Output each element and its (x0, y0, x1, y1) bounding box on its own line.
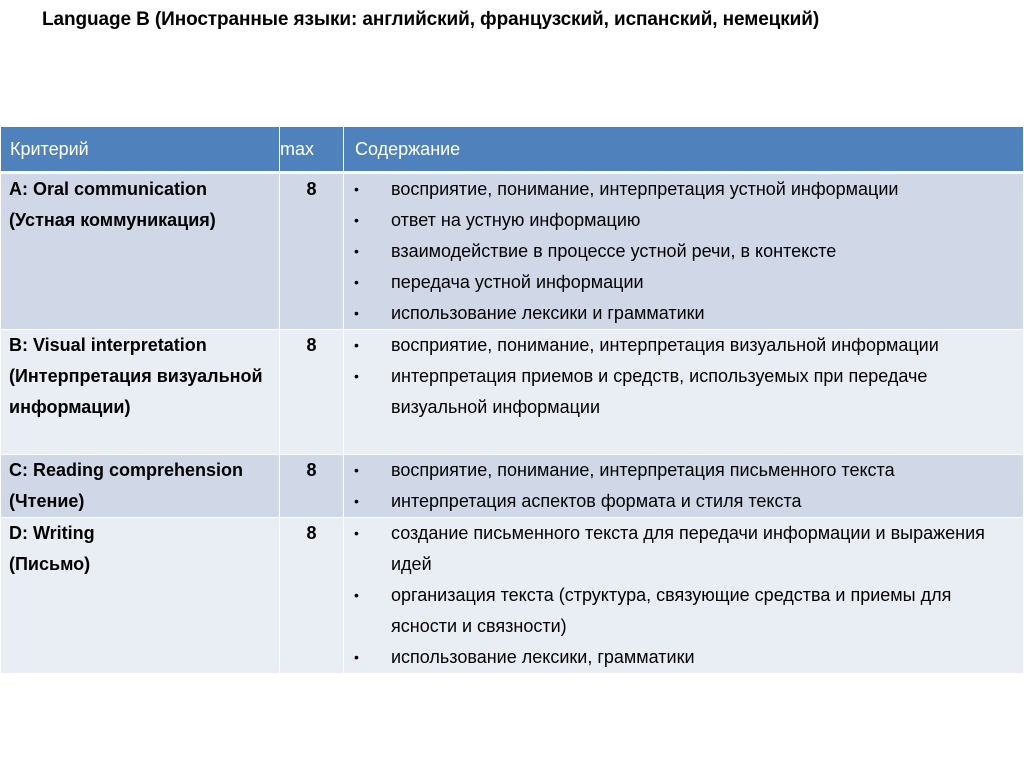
list-item-text: восприятие, понимание, интерпретация визуальной информации (391, 335, 939, 355)
table-row (1, 518, 1024, 674)
list-item-text: восприятие, понимание, интерпретация письменного текста (391, 460, 895, 480)
content-cell (344, 330, 1024, 455)
bullet-icon: • (354, 181, 359, 197)
header-content (344, 127, 1024, 173)
list-item-text: организация текста (структура, связующие средства и приемы для ясности и связности) (391, 585, 952, 636)
max-score-cell (280, 518, 344, 674)
max-score: 8 (306, 335, 317, 355)
bullet-icon: • (354, 243, 359, 259)
bullet-icon: • (354, 649, 359, 665)
table-header (1, 127, 1024, 173)
criterion-translation: (Письмо) (9, 554, 91, 574)
list-item (344, 361, 1017, 423)
table-row (1, 173, 1024, 330)
bullet-icon: • (354, 305, 359, 321)
list-item (344, 205, 1017, 236)
criterion-translation: (Устная коммуникация) (9, 210, 216, 230)
list-item (344, 267, 1017, 298)
list-item-text: создание письменного текста для передачи информации и выражения идей (391, 523, 985, 574)
header-max (280, 127, 344, 173)
max-score-cell (280, 330, 344, 455)
list-item-text: интерпретация аспектов формата и стиля текста (391, 491, 802, 511)
list-item-text: ответ на устную информацию (391, 210, 641, 230)
content-cell (344, 455, 1024, 518)
table-row (1, 330, 1024, 455)
bullet-icon: • (354, 337, 359, 353)
list-item-text: восприятие, понимание, интерпретация устной информации (391, 179, 899, 199)
list-item-text: использование лексики, грамматики (391, 647, 695, 667)
content-cell (344, 518, 1024, 674)
criterion-translation: (Интерпретация визуальной информации) (9, 366, 263, 417)
list-item (344, 518, 1017, 580)
header-row (1, 127, 1024, 173)
criterion-name: B: Visual interpretation (9, 335, 207, 355)
list-item (344, 486, 1017, 517)
bullet-icon: • (354, 587, 359, 603)
content-cell (344, 173, 1024, 330)
bullet-icon: • (354, 462, 359, 478)
list-item (344, 580, 1017, 642)
max-score-cell (280, 455, 344, 518)
header-max-label: max (280, 139, 315, 159)
max-score: 8 (306, 523, 317, 543)
max-score: 8 (306, 179, 317, 199)
bullet-icon: • (354, 274, 359, 290)
criterion-name: D: Writing (9, 523, 95, 543)
content-list (344, 455, 1017, 517)
content-list (344, 518, 1017, 673)
criterion-translation: (Чтение) (9, 491, 85, 511)
content-list (344, 174, 1017, 329)
list-item (344, 174, 1017, 205)
criterion-cell (1, 518, 280, 674)
criterion-cell (1, 173, 280, 330)
header-content-label: Содержание (355, 139, 461, 159)
list-item (344, 298, 1017, 329)
bullet-icon: • (354, 368, 359, 384)
criterion-cell (1, 330, 280, 455)
header-criterion-label: Критерий (10, 139, 89, 159)
table-body (1, 173, 1024, 674)
list-item (344, 455, 1017, 486)
list-item (344, 236, 1017, 267)
bullet-icon: • (354, 525, 359, 541)
list-item-text: взаимодействие в процессе устной речи, в контексте (391, 241, 837, 261)
table-row (1, 455, 1024, 518)
list-item-text: интерпретация приемов и средств, используемых при передаче визуальной информации (391, 366, 928, 417)
list-item (344, 330, 1017, 361)
content-list (344, 330, 1017, 423)
list-item-text: передача устной информации (391, 272, 644, 292)
max-score-cell (280, 173, 344, 330)
criterion-name: C: Reading comprehension (9, 460, 244, 480)
header-criterion (1, 127, 280, 173)
criterion-name: A: Oral communication (9, 179, 208, 199)
criteria-table (0, 126, 1024, 674)
list-item-text: использование лексики и грамматики (391, 303, 705, 323)
bullet-icon: • (354, 493, 359, 509)
criterion-cell (1, 455, 280, 518)
list-item (344, 642, 1017, 673)
bullet-icon: • (354, 212, 359, 228)
page-title: Language B (Иностранные языки: английский, французский, испанский, немецкий) (42, 9, 820, 30)
max-score: 8 (306, 460, 317, 480)
